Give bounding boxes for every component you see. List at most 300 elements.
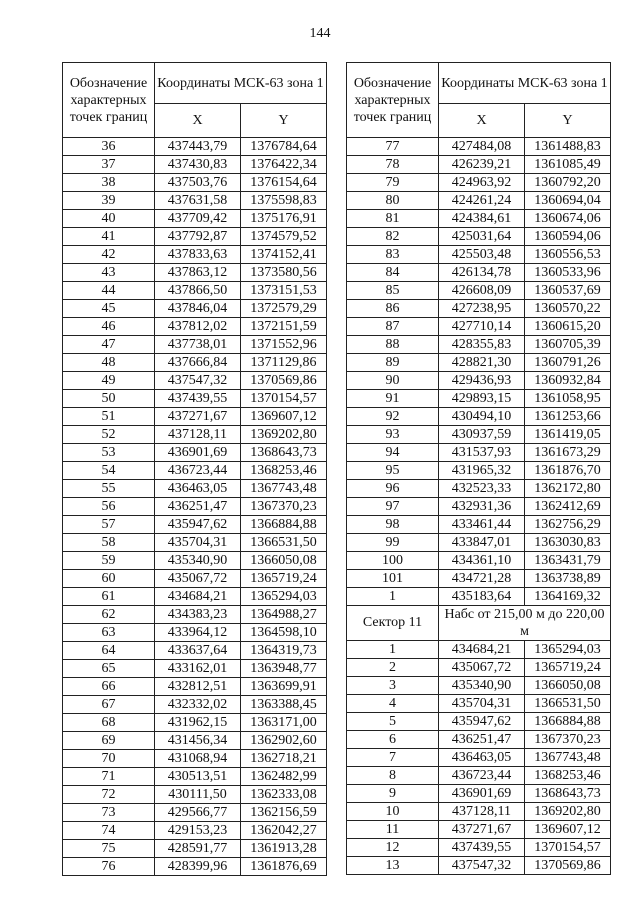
point-number: 78 [347,156,439,174]
y-coordinate: 1369202,80 [241,426,327,444]
point-number: 40 [63,210,155,228]
y-coordinate: 1360705,39 [525,336,611,354]
x-coordinate: 437439,55 [439,839,525,857]
point-number: 92 [347,408,439,426]
point-number: 62 [63,606,155,624]
header-point-label: Обозначение характерных точек границ [63,63,155,138]
table-row [347,552,611,570]
x-coordinate: 433461,44 [439,516,525,534]
y-coordinate: 1360674,06 [525,210,611,228]
table-row [347,318,611,336]
y-coordinate: 1364988,27 [241,606,327,624]
y-coordinate: 1364169,32 [525,588,611,606]
x-coordinate: 431962,15 [155,714,241,732]
x-coordinate: 437430,83 [155,156,241,174]
point-number: 93 [347,426,439,444]
point-number: 63 [63,624,155,642]
x-coordinate: 428591,77 [155,840,241,858]
table-row [63,588,327,606]
point-number: 85 [347,282,439,300]
point-number: 89 [347,354,439,372]
table-row [63,642,327,660]
table-row [63,138,327,156]
x-coordinate: 432332,02 [155,696,241,714]
table-row [63,570,327,588]
y-coordinate: 1369607,12 [241,408,327,426]
point-number: 81 [347,210,439,228]
x-coordinate: 428355,83 [439,336,525,354]
y-coordinate: 1367743,48 [241,480,327,498]
x-coordinate: 437863,12 [155,264,241,282]
table-row [347,372,611,390]
x-coordinate: 424384,61 [439,210,525,228]
x-coordinate: 436723,44 [155,462,241,480]
y-coordinate: 1362756,29 [525,516,611,534]
x-coordinate: 437631,58 [155,192,241,210]
header-x: X [155,104,241,138]
point-number: 44 [63,282,155,300]
point-number: 1 [347,641,439,659]
y-coordinate: 1371129,86 [241,354,327,372]
x-coordinate: 428399,96 [155,858,241,876]
x-coordinate: 430513,51 [155,768,241,786]
table-row [63,156,327,174]
right-table-body-a [347,138,611,606]
x-coordinate: 437738,01 [155,336,241,354]
x-coordinate: 437666,84 [155,354,241,372]
y-coordinate: 1376154,64 [241,174,327,192]
table-row [63,480,327,498]
table-row [347,300,611,318]
x-coordinate: 433964,12 [155,624,241,642]
x-coordinate: 437443,79 [155,138,241,156]
point-number: 3 [347,677,439,695]
table-row [347,677,611,695]
y-coordinate: 1364598,10 [241,624,327,642]
y-coordinate: 1362902,60 [241,732,327,750]
table-row [63,552,327,570]
point-number: 47 [63,336,155,354]
header-x: X [439,104,525,138]
x-coordinate: 430111,50 [155,786,241,804]
table-row [347,264,611,282]
x-coordinate: 431537,93 [439,444,525,462]
table-row [347,192,611,210]
point-number: 37 [63,156,155,174]
table-row [63,804,327,822]
y-coordinate: 1363388,45 [241,696,327,714]
y-coordinate: 1360556,53 [525,246,611,264]
y-coordinate: 1363171,00 [241,714,327,732]
y-coordinate: 1368253,46 [525,767,611,785]
x-coordinate: 425031,64 [439,228,525,246]
point-number: 53 [63,444,155,462]
y-coordinate: 1376784,64 [241,138,327,156]
point-number: 13 [347,857,439,875]
y-coordinate: 1361876,69 [241,858,327,876]
table-row [347,174,611,192]
point-number: 52 [63,426,155,444]
y-coordinate: 1365294,03 [525,641,611,659]
point-number: 7 [347,749,439,767]
table-row [347,390,611,408]
x-coordinate: 436901,69 [439,785,525,803]
point-number: 73 [63,804,155,822]
y-coordinate: 1361488,83 [525,138,611,156]
table-row [347,534,611,552]
y-coordinate: 1363738,89 [525,570,611,588]
point-number: 99 [347,534,439,552]
x-coordinate: 437866,50 [155,282,241,300]
point-number: 46 [63,318,155,336]
y-coordinate: 1360791,26 [525,354,611,372]
y-coordinate: 1360792,20 [525,174,611,192]
x-coordinate: 426134,78 [439,264,525,282]
point-number: 68 [63,714,155,732]
y-coordinate: 1362042,27 [241,822,327,840]
point-number: 6 [347,731,439,749]
table-row [63,300,327,318]
point-number: 5 [347,713,439,731]
point-number: 67 [63,696,155,714]
x-coordinate: 435704,31 [155,534,241,552]
table-row [63,714,327,732]
table-row [63,858,327,876]
y-coordinate: 1369202,80 [525,803,611,821]
table-row [347,749,611,767]
table-row [63,372,327,390]
table-row [347,731,611,749]
table-row [347,498,611,516]
point-number: 2 [347,659,439,677]
x-coordinate: 437812,02 [155,318,241,336]
table-row [63,282,327,300]
point-number: 97 [347,498,439,516]
point-number: 61 [63,588,155,606]
table-row [347,785,611,803]
point-number: 65 [63,660,155,678]
point-number: 56 [63,498,155,516]
x-coordinate: 436463,05 [439,749,525,767]
point-number: 41 [63,228,155,246]
y-coordinate: 1372579,29 [241,300,327,318]
point-number: 51 [63,408,155,426]
table-row [63,210,327,228]
point-number: 58 [63,534,155,552]
point-number: 55 [63,480,155,498]
table-row [347,480,611,498]
x-coordinate: 435067,72 [439,659,525,677]
y-coordinate: 1363699,91 [241,678,327,696]
x-coordinate: 436251,47 [439,731,525,749]
x-coordinate: 435340,90 [439,677,525,695]
left-table-body [63,138,327,876]
table-row [347,138,611,156]
point-number: 49 [63,372,155,390]
table-row [63,822,327,840]
point-number: 64 [63,642,155,660]
header-y: Y [241,104,327,138]
table-row [63,750,327,768]
y-coordinate: 1367743,48 [525,749,611,767]
y-coordinate: 1366050,08 [525,677,611,695]
y-coordinate: 1375598,83 [241,192,327,210]
table-row [63,660,327,678]
x-coordinate: 435947,62 [155,516,241,534]
point-number: 9 [347,785,439,803]
table-row [347,408,611,426]
header-y: Y [525,104,611,138]
x-coordinate: 431456,34 [155,732,241,750]
y-coordinate: 1361085,49 [525,156,611,174]
y-coordinate: 1363030,83 [525,534,611,552]
x-coordinate: 437439,55 [155,390,241,408]
y-coordinate: 1366884,88 [525,713,611,731]
table-row [347,695,611,713]
point-number: 87 [347,318,439,336]
table-row [63,462,327,480]
x-coordinate: 437271,67 [439,821,525,839]
y-coordinate: 1367370,23 [241,498,327,516]
x-coordinate: 436251,47 [155,498,241,516]
y-coordinate: 1363948,77 [241,660,327,678]
table-row [63,696,327,714]
x-coordinate: 427710,14 [439,318,525,336]
x-coordinate: 435704,31 [439,695,525,713]
table-row [63,246,327,264]
x-coordinate: 437846,04 [155,300,241,318]
header-coord-title: Координаты МСК-63 зона 1 [439,63,611,104]
x-coordinate: 434684,21 [439,641,525,659]
y-coordinate: 1360570,22 [525,300,611,318]
y-coordinate: 1362482,99 [241,768,327,786]
point-number: 82 [347,228,439,246]
point-number: 36 [63,138,155,156]
table-row [63,624,327,642]
y-coordinate: 1369607,12 [525,821,611,839]
y-coordinate: 1366531,50 [525,695,611,713]
point-number: 4 [347,695,439,713]
table-row [347,246,611,264]
point-number: 83 [347,246,439,264]
y-coordinate: 1362156,59 [241,804,327,822]
x-coordinate: 437547,32 [155,372,241,390]
table-row [63,390,327,408]
table-row [63,786,327,804]
point-number: 95 [347,462,439,480]
y-coordinate: 1374152,41 [241,246,327,264]
x-coordinate: 429893,15 [439,390,525,408]
point-number: 98 [347,516,439,534]
point-number: 101 [347,570,439,588]
table-row [63,444,327,462]
y-coordinate: 1364319,73 [241,642,327,660]
header-coord-title: Координаты МСК-63 зона 1 [155,63,327,104]
y-coordinate: 1365294,03 [241,588,327,606]
table-row [347,426,611,444]
y-coordinate: 1361673,29 [525,444,611,462]
x-coordinate: 434361,10 [439,552,525,570]
y-coordinate: 1374579,52 [241,228,327,246]
table-row [347,462,611,480]
right-table-body-b [347,641,611,875]
point-number: 70 [63,750,155,768]
point-number: 91 [347,390,439,408]
sector-name: Сектор 11 [347,606,439,641]
point-number: 38 [63,174,155,192]
point-number: 76 [63,858,155,876]
y-coordinate: 1370154,57 [241,390,327,408]
x-coordinate: 429436,93 [439,372,525,390]
x-coordinate: 432812,51 [155,678,241,696]
x-coordinate: 436723,44 [439,767,525,785]
x-coordinate: 432523,33 [439,480,525,498]
table-row [63,426,327,444]
table-row [63,768,327,786]
y-coordinate: 1370569,86 [525,857,611,875]
point-number: 79 [347,174,439,192]
y-coordinate: 1365719,24 [525,659,611,677]
y-coordinate: 1372151,59 [241,318,327,336]
x-coordinate: 437271,67 [155,408,241,426]
point-number: 59 [63,552,155,570]
table-row [63,840,327,858]
x-coordinate: 429153,23 [155,822,241,840]
table-row [347,156,611,174]
table-row [63,732,327,750]
table-row [347,516,611,534]
table-row [63,408,327,426]
point-number: 12 [347,839,439,857]
x-coordinate: 430937,59 [439,426,525,444]
point-number: 66 [63,678,155,696]
x-coordinate: 428821,30 [439,354,525,372]
y-coordinate: 1366884,88 [241,516,327,534]
y-coordinate: 1361876,70 [525,462,611,480]
x-coordinate: 430494,10 [439,408,525,426]
x-coordinate: 426239,21 [439,156,525,174]
x-coordinate: 435067,72 [155,570,241,588]
point-number: 39 [63,192,155,210]
x-coordinate: 437547,32 [439,857,525,875]
x-coordinate: 437709,42 [155,210,241,228]
sector-row [347,606,611,641]
point-number: 10 [347,803,439,821]
x-coordinate: 437128,11 [439,803,525,821]
x-coordinate: 437792,87 [155,228,241,246]
point-number: 74 [63,822,155,840]
y-coordinate: 1360594,06 [525,228,611,246]
point-number: 48 [63,354,155,372]
point-number: 45 [63,300,155,318]
x-coordinate: 425503,48 [439,246,525,264]
x-coordinate: 427238,95 [439,300,525,318]
point-number: 42 [63,246,155,264]
y-coordinate: 1370154,57 [525,839,611,857]
point-number: 84 [347,264,439,282]
y-coordinate: 1373151,53 [241,282,327,300]
y-coordinate: 1361419,05 [525,426,611,444]
y-coordinate: 1360932,84 [525,372,611,390]
table-row [347,210,611,228]
point-number: 96 [347,480,439,498]
y-coordinate: 1361913,28 [241,840,327,858]
y-coordinate: 1360694,04 [525,192,611,210]
y-coordinate: 1368643,73 [525,785,611,803]
point-number: 50 [63,390,155,408]
point-number: 8 [347,767,439,785]
y-coordinate: 1362333,08 [241,786,327,804]
point-number: 88 [347,336,439,354]
table-row [347,354,611,372]
y-coordinate: 1362412,69 [525,498,611,516]
point-number: 72 [63,786,155,804]
x-coordinate: 429566,77 [155,804,241,822]
table-row [347,228,611,246]
y-coordinate: 1361058,95 [525,390,611,408]
point-number: 75 [63,840,155,858]
x-coordinate: 435183,64 [439,588,525,606]
table-row [347,839,611,857]
y-coordinate: 1375176,91 [241,210,327,228]
x-coordinate: 437833,63 [155,246,241,264]
y-coordinate: 1360615,20 [525,318,611,336]
y-coordinate: 1360533,96 [525,264,611,282]
page-number: 144 [309,26,331,41]
point-number: 69 [63,732,155,750]
x-coordinate: 435340,90 [155,552,241,570]
table-row [347,857,611,875]
table-row [63,354,327,372]
y-coordinate: 1368253,46 [241,462,327,480]
x-coordinate: 424261,24 [439,192,525,210]
y-coordinate: 1366531,50 [241,534,327,552]
x-coordinate: 432931,36 [439,498,525,516]
y-coordinate: 1363431,79 [525,552,611,570]
point-number: 60 [63,570,155,588]
table-row [63,516,327,534]
x-coordinate: 434721,28 [439,570,525,588]
sector-note: Набс от 215,00 м до 220,00 м [439,606,611,641]
table-row [63,534,327,552]
point-number: 100 [347,552,439,570]
table-row [347,641,611,659]
table-row [63,318,327,336]
x-coordinate: 433637,64 [155,642,241,660]
coordinates-table-left [62,62,327,876]
table-row [347,803,611,821]
y-coordinate: 1366050,08 [241,552,327,570]
y-coordinate: 1360537,69 [525,282,611,300]
table-row [63,498,327,516]
x-coordinate: 435947,62 [439,713,525,731]
y-coordinate: 1376422,34 [241,156,327,174]
point-number: 11 [347,821,439,839]
table-row [347,282,611,300]
x-coordinate: 431965,32 [439,462,525,480]
x-coordinate: 433162,01 [155,660,241,678]
header-point-label: Обозначение характерных точек границ [347,63,439,138]
point-number: 90 [347,372,439,390]
y-coordinate: 1362172,80 [525,480,611,498]
table-row [347,444,611,462]
x-coordinate: 436901,69 [155,444,241,462]
table-row [347,570,611,588]
x-coordinate: 437503,76 [155,174,241,192]
x-coordinate: 427484,08 [439,138,525,156]
point-number: 94 [347,444,439,462]
coordinates-table-right [346,62,611,875]
